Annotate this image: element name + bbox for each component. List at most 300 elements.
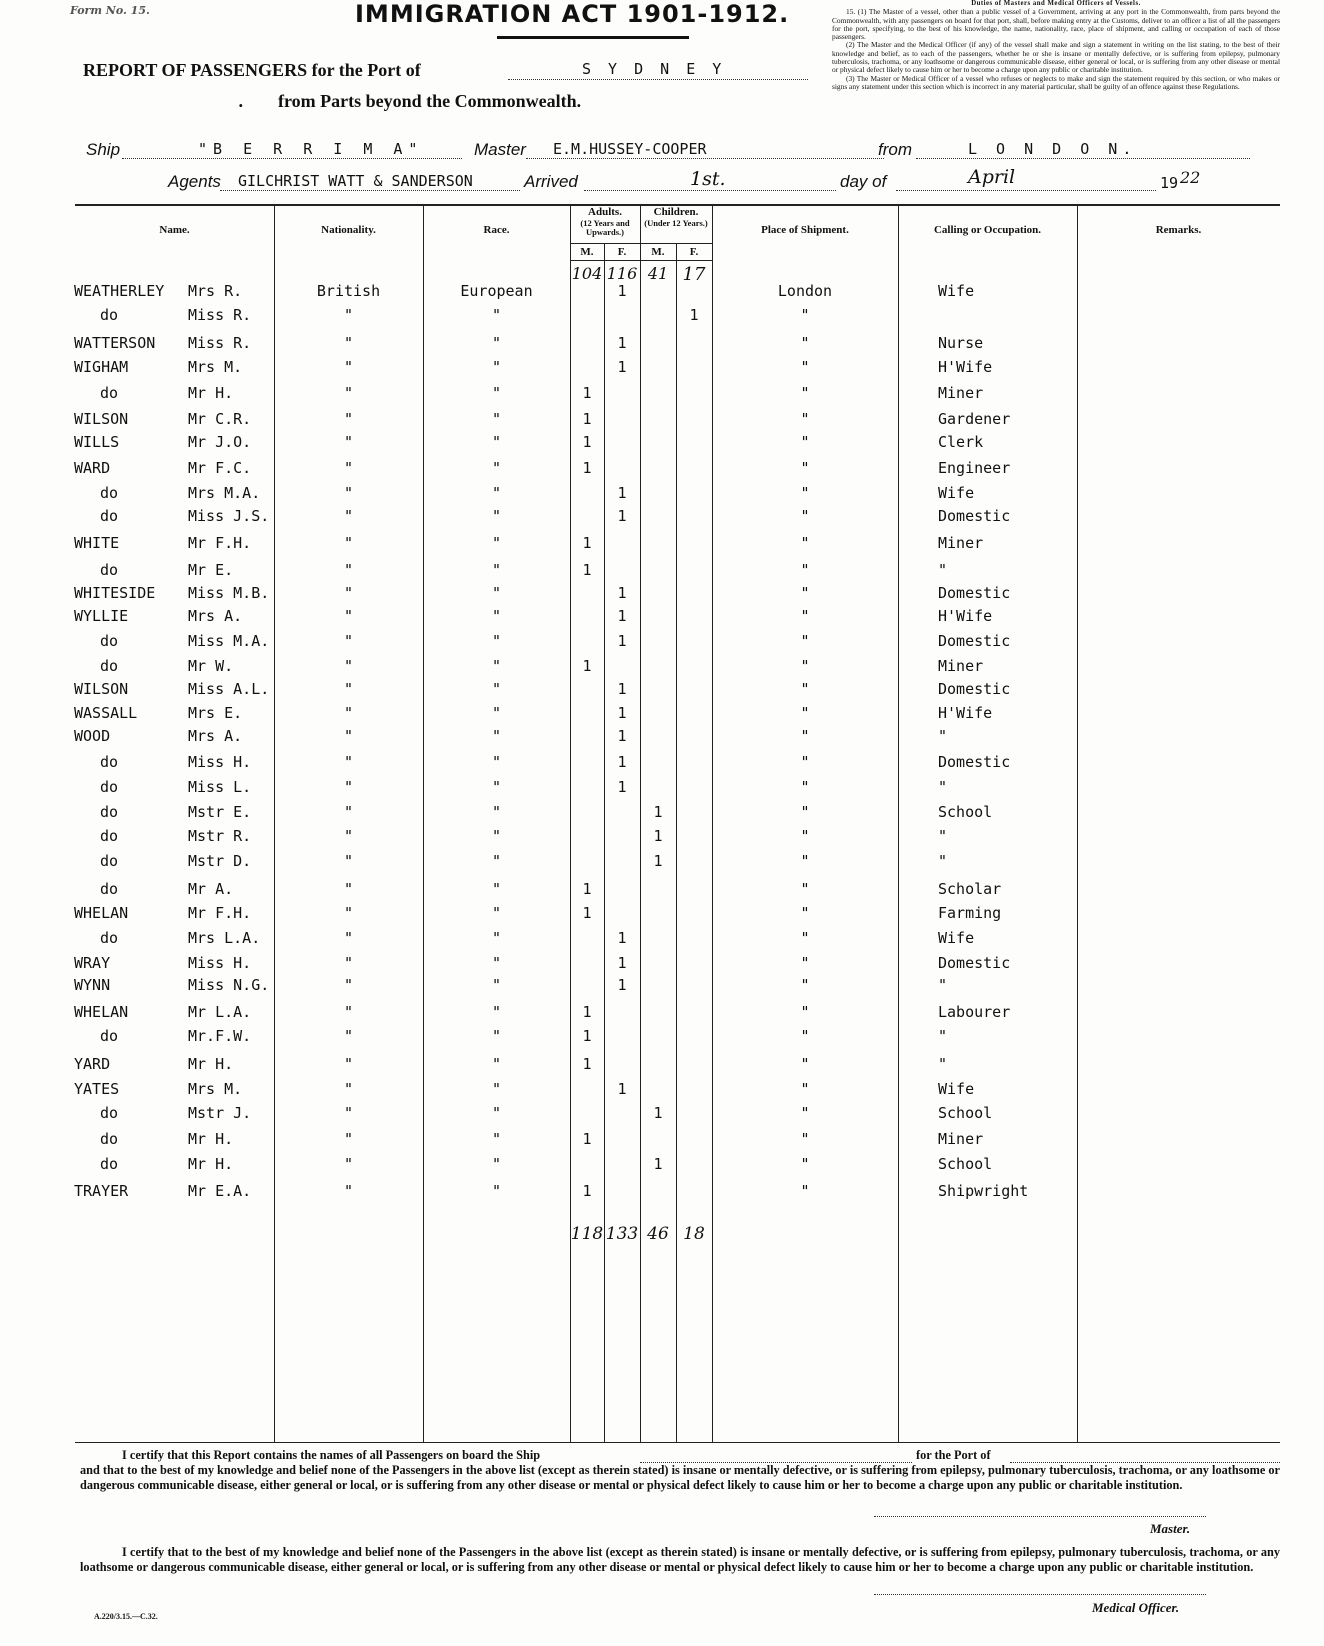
passenger-given-name: Mr H. [188, 1155, 234, 1173]
passenger-given-name: Miss M.B. [188, 584, 270, 602]
printer-code: A.220/3.15.—C.32. [94, 1612, 158, 1621]
passenger-nationality: " [343, 778, 354, 796]
passenger-place-of-shipment: " [800, 827, 810, 845]
passenger-place-of-shipment: " [800, 1130, 810, 1148]
total-child-f: 18 [683, 1224, 705, 1244]
passenger-given-name: Mrs E. [188, 704, 243, 722]
col-header-name: Name. [159, 224, 190, 236]
passenger-place-of-shipment: " [800, 1055, 810, 1073]
passenger-nationality: " [343, 632, 354, 650]
passenger-place-of-shipment: " [800, 904, 810, 922]
passenger-occupation: Gardener [938, 410, 1011, 428]
passenger-place-of-shipment: " [800, 753, 810, 771]
passenger-adult-female: 1 [617, 358, 627, 376]
passenger-adult-male: 1 [582, 904, 592, 922]
passenger-occupation: Domestic [938, 584, 1011, 602]
title-underline [497, 36, 689, 39]
passenger-adult-male: 1 [582, 880, 592, 898]
passenger-race: " [491, 306, 502, 324]
passenger-race: " [491, 727, 502, 745]
passenger-occupation: Shipwright [938, 1182, 1029, 1200]
passenger-occupation: Labourer [938, 1003, 1011, 1021]
passenger-given-name: Mrs A. [188, 727, 243, 745]
passenger-nationality: " [343, 1003, 354, 1021]
col-header-adults: Adults. [588, 206, 622, 218]
form-number: Form No. 15. [70, 4, 150, 17]
total-adult-f: 133 [605, 1224, 639, 1244]
port-value: S Y D N E Y [582, 60, 726, 78]
passenger-given-name: Mr E. [188, 561, 234, 579]
passenger-race: " [491, 904, 502, 922]
passenger-place-of-shipment: " [800, 1182, 810, 1200]
table-bottom-rule [75, 1442, 1280, 1443]
passenger-adult-female: 1 [617, 727, 627, 745]
passenger-given-name: Mrs M. [188, 358, 243, 376]
passenger-given-name: Mr H. [188, 384, 234, 402]
passenger-race: " [491, 657, 502, 675]
passenger-surname: do [100, 827, 119, 845]
passenger-occupation: Miner [938, 657, 984, 675]
passenger-surname: WRAY [74, 954, 111, 972]
passenger-place-of-shipment: " [800, 954, 810, 972]
passenger-surname: WHELAN [74, 904, 129, 922]
passenger-surname: YARD [74, 1055, 111, 1073]
passenger-given-name: Miss N.G. [188, 976, 270, 994]
passenger-place-of-shipment: London [777, 282, 833, 300]
passenger-occupation: " [938, 852, 948, 870]
master-field-line [526, 158, 884, 159]
passenger-child-female: 1 [689, 306, 699, 324]
passenger-nationality: " [343, 704, 354, 722]
col-header-adult-m: M. [580, 246, 594, 258]
passenger-surname: WILSON [74, 410, 129, 428]
passenger-given-name: Mstr R. [188, 827, 252, 845]
passenger-given-name: Miss J.S. [188, 507, 270, 525]
passenger-race: " [491, 507, 502, 525]
passenger-given-name: Miss R. [188, 306, 252, 324]
passenger-place-of-shipment: " [800, 507, 810, 525]
passenger-race: " [491, 484, 502, 502]
passenger-adult-female: 1 [617, 704, 627, 722]
col-header-child-m: M. [651, 246, 665, 258]
passenger-given-name: Mrs A. [188, 607, 243, 625]
passenger-surname: WHITE [74, 534, 120, 552]
year-prefix: 19 [1160, 174, 1179, 192]
passenger-nationality: " [343, 1080, 354, 1098]
passenger-nationality: " [343, 358, 354, 376]
passenger-occupation: Domestic [938, 507, 1011, 525]
passenger-surname: do [100, 852, 119, 870]
passenger-race: " [491, 680, 502, 698]
passenger-surname: WYNN [74, 976, 111, 994]
master-signature-line [874, 1516, 1206, 1517]
passenger-nationality: " [343, 680, 354, 698]
passenger-surname: do [100, 507, 119, 525]
total-adult-m: 118 [570, 1224, 604, 1244]
passenger-nationality: " [343, 459, 354, 477]
passenger-race: " [491, 384, 502, 402]
passenger-race: " [491, 704, 502, 722]
passenger-given-name: Miss H. [188, 753, 252, 771]
passenger-surname: do [100, 753, 119, 771]
passenger-adult-male: 1 [582, 561, 592, 579]
passenger-occupation: Domestic [938, 632, 1011, 650]
passenger-given-name: Mstr E. [188, 803, 252, 821]
passenger-surname: WHITESIDE [74, 584, 156, 602]
passenger-given-name: Mrs M. [188, 1080, 243, 1098]
passenger-surname: do [100, 561, 119, 579]
passenger-surname: WILLS [74, 433, 120, 451]
duties-paragraph-2: (2) The Master and the Medical Officer (if any) of the vessel shall make and sign a statement in writing on the list stating, to the best of their knowledge and belief, as to each of the passengers, whether he or she is insane or mentally defective, or is suffering from epilepsy, pulmonary tuberculosis, trachoma, or any loathsome or dangerous communicable disease, either general or local, or is suffering from any other disease or mental or physical defect likely to cause him or her to become a charge upon any public or charitable institution. [832, 40, 1280, 75]
passenger-nationality: " [343, 484, 354, 502]
passenger-race: " [491, 1130, 502, 1148]
from-port: L O N D O N. [968, 140, 1137, 158]
passenger-place-of-shipment: " [800, 976, 810, 994]
passenger-nationality: " [343, 1182, 354, 1200]
passenger-surname: WILSON [74, 680, 129, 698]
passenger-race: " [491, 334, 502, 352]
passenger-surname: WASSALL [74, 704, 138, 722]
passenger-adult-female: 1 [617, 607, 627, 625]
passenger-surname: WHELAN [74, 1003, 129, 1021]
passenger-nationality: " [343, 852, 354, 870]
passenger-occupation: Miner [938, 1130, 984, 1148]
passenger-place-of-shipment: " [800, 607, 810, 625]
passenger-place-of-shipment: " [800, 1080, 810, 1098]
col-divider-adults [640, 204, 641, 1442]
passenger-adult-male: 1 [582, 1182, 592, 1200]
passenger-place-of-shipment: " [800, 306, 810, 324]
passenger-surname: do [100, 632, 119, 650]
passenger-nationality: " [343, 1027, 354, 1045]
passenger-surname: do [100, 1130, 119, 1148]
passenger-adult-male: 1 [582, 1003, 592, 1021]
passenger-adult-female: 1 [617, 484, 627, 502]
passenger-occupation: Wife [938, 484, 975, 502]
col-header-remarks: Remarks. [1155, 224, 1202, 236]
total-child-m: 46 [647, 1224, 669, 1244]
passenger-adult-female: 1 [617, 753, 627, 771]
passenger-occupation: Engineer [938, 459, 1011, 477]
col-header-calling: Calling or Occupation. [933, 224, 1042, 236]
passenger-occupation: Domestic [938, 954, 1011, 972]
passenger-occupation: Nurse [938, 334, 984, 352]
passenger-given-name: Mrs M.A. [188, 484, 261, 502]
passenger-nationality: " [343, 657, 354, 675]
passenger-occupation: " [938, 727, 948, 745]
passenger-child-male: 1 [653, 1104, 663, 1122]
passenger-adult-female: 1 [617, 334, 627, 352]
report-heading: REPORT OF PASSENGERS for the Port of [83, 60, 421, 80]
passenger-occupation: " [938, 976, 948, 994]
passenger-place-of-shipment: " [800, 1027, 810, 1045]
ship-label: Ship [86, 140, 121, 159]
passenger-nationality: British [316, 282, 381, 300]
col-header-race: Race. [483, 224, 510, 236]
passenger-given-name: Mr H. [188, 1055, 234, 1073]
passenger-adult-female: 1 [617, 1080, 627, 1098]
passenger-race: " [491, 534, 502, 552]
master-cert-intro: I certify that this Report contains the names of all Passengers on board the Ship [122, 1448, 541, 1462]
passenger-place-of-shipment: " [800, 561, 810, 579]
passenger-adult-female: 1 [617, 584, 627, 602]
passenger-nationality: " [343, 1055, 354, 1073]
passenger-place-of-shipment: " [800, 410, 810, 428]
passenger-place-of-shipment: " [800, 778, 810, 796]
col-divider-calling [1077, 204, 1078, 1442]
passenger-given-name: Mstr J. [188, 1104, 252, 1122]
passenger-surname: do [100, 306, 119, 324]
passenger-race: " [491, 1080, 502, 1098]
passenger-nationality: " [343, 306, 354, 324]
passenger-place-of-shipment: " [800, 384, 810, 402]
passenger-adult-female: 1 [617, 507, 627, 525]
passenger-occupation: Farming [938, 904, 1002, 922]
passenger-race: " [491, 1104, 502, 1122]
col-header-place: Place of Shipment. [761, 224, 849, 236]
passenger-surname: do [100, 803, 119, 821]
port-field-line [508, 79, 808, 80]
passenger-nationality: " [343, 607, 354, 625]
ship-field-line [122, 158, 462, 159]
passenger-place-of-shipment: " [800, 584, 810, 602]
from-field-line [916, 158, 1250, 159]
passenger-adult-male: 1 [582, 657, 592, 675]
passenger-nationality: " [343, 976, 354, 994]
passenger-given-name: Mr A. [188, 880, 234, 898]
col-divider-child-mf [676, 244, 677, 1442]
passenger-place-of-shipment: " [800, 534, 810, 552]
passenger-surname: WEATHERLEY [74, 282, 165, 300]
passenger-nationality: " [343, 929, 354, 947]
col-divider-adult-mf [604, 244, 605, 1442]
passenger-place-of-shipment: " [800, 1003, 810, 1021]
passenger-nationality: " [343, 410, 354, 428]
passenger-nationality: " [343, 384, 354, 402]
passenger-occupation: H'Wife [938, 358, 993, 376]
passenger-given-name: Mr C.R. [188, 410, 252, 428]
passenger-place-of-shipment: " [800, 852, 810, 870]
passenger-occupation: School [938, 803, 993, 821]
passenger-place-of-shipment: " [800, 880, 810, 898]
passenger-adult-female: 1 [617, 954, 627, 972]
passenger-nationality: " [343, 507, 354, 525]
passenger-child-male: 1 [653, 827, 663, 845]
carried-forward-child-f: 17 [682, 264, 706, 285]
passenger-adult-male: 1 [582, 1055, 592, 1073]
agents-name: GILCHRIST WATT & SANDERSON [238, 172, 473, 190]
master-name: E.M.HUSSEY-COOPER [553, 140, 707, 158]
passenger-surname: do [100, 384, 119, 402]
passenger-adult-male: 1 [582, 459, 592, 477]
medical-certificate: I certify that to the best of my knowledge and belief none of the Passengers in the above list (except as therein stated) is insane or mentally defective, or is suffering from epilepsy, pulmonary tuberculosis, trachoma, or any loathsome or dangerous communicable disease, either general or local, or is suffering from any other disease or mental or physical defect likely to cause him or her to become a charge upon any public or charitable institution. [80, 1545, 1280, 1574]
passenger-race: " [491, 1155, 502, 1173]
passenger-adult-male: 1 [582, 410, 592, 428]
passenger-race: " [491, 976, 502, 994]
passenger-occupation: Miner [938, 384, 984, 402]
passenger-child-male: 1 [653, 1155, 663, 1173]
passenger-surname: do [100, 1104, 119, 1122]
passenger-place-of-shipment: " [800, 657, 810, 675]
passenger-nationality: " [343, 904, 354, 922]
passenger-surname: WOOD [74, 727, 111, 745]
passenger-place-of-shipment: " [800, 803, 810, 821]
passenger-nationality: " [343, 727, 354, 745]
passenger-occupation: School [938, 1104, 993, 1122]
passenger-adult-female: 1 [617, 929, 627, 947]
passenger-race: European [460, 282, 533, 300]
passenger-race: " [491, 778, 502, 796]
passenger-place-of-shipment: " [800, 433, 810, 451]
passenger-race: " [491, 803, 502, 821]
passenger-place-of-shipment: " [800, 929, 810, 947]
duties-heading: Duties of Masters and Medical Officers of Vessels. [971, 0, 1141, 7]
medical-signature-line [874, 1594, 1206, 1595]
passenger-nationality: " [343, 1104, 354, 1122]
master-label: Master [474, 140, 526, 159]
passenger-adult-female: 1 [617, 778, 627, 796]
passenger-place-of-shipment: " [800, 704, 810, 722]
passenger-occupation: " [938, 778, 948, 796]
passenger-adult-female: 1 [617, 282, 627, 300]
passenger-given-name: Miss L. [188, 778, 252, 796]
passenger-nationality: " [343, 433, 354, 451]
passenger-race: " [491, 584, 502, 602]
arrived-field-line [584, 190, 836, 191]
passenger-occupation: " [938, 827, 948, 845]
passenger-adult-female: 1 [617, 680, 627, 698]
passenger-surname: do [100, 484, 119, 502]
passenger-occupation: Clerk [938, 433, 984, 451]
mf-subheader-rule [570, 243, 712, 244]
passenger-nationality: " [343, 880, 354, 898]
passenger-surname: do [100, 929, 119, 947]
passenger-adult-male: 1 [582, 384, 592, 402]
passenger-race: " [491, 1182, 502, 1200]
passenger-child-male: 1 [653, 803, 663, 821]
cert-port-label: for the Port of [916, 1448, 991, 1462]
passenger-race: " [491, 632, 502, 650]
bullet-dot: . [238, 92, 244, 111]
carried-forward-adult-m: 104 [571, 264, 603, 283]
passenger-nationality: " [343, 1155, 354, 1173]
passenger-place-of-shipment: " [800, 334, 810, 352]
passenger-place-of-shipment: " [800, 459, 810, 477]
carried-forward-adult-f: 116 [606, 264, 638, 283]
passenger-adult-female: 1 [617, 976, 627, 994]
passenger-given-name: Mr L.A. [188, 1003, 252, 1021]
passenger-given-name: Mr F.C. [188, 459, 252, 477]
passenger-surname: TRAYER [74, 1182, 129, 1200]
col-divider-place [898, 204, 899, 1442]
passenger-surname: WARD [74, 459, 111, 477]
passenger-given-name: Mr F.H. [188, 904, 252, 922]
arrived-month: April [968, 166, 1016, 188]
passenger-occupation: Wife [938, 1080, 975, 1098]
arrived-day: 1st. [690, 168, 726, 190]
passenger-occupation: H'Wife [938, 607, 993, 625]
passenger-place-of-shipment: " [800, 632, 810, 650]
master-certificate: and that to the best of my knowledge and belief none of the Passengers in the above list (except as therein stated) is insane or mentally defective, or is suffering from epilepsy, pulmonary tuberculosis, trachoma, or any loathsome or dangerous communicable disease, either general or local, or is suffering from any other disease or mental or physical defect likely to cause him or her to become a charge upon any public or charitable institution. [80, 1463, 1280, 1492]
passenger-nationality: " [343, 954, 354, 972]
mf-subheader-bottom-rule [570, 260, 712, 261]
passenger-place-of-shipment: " [800, 358, 810, 376]
passenger-surname: do [100, 778, 119, 796]
passenger-given-name: Mr.F.W. [188, 1027, 252, 1045]
passenger-given-name: Mr E.A. [188, 1182, 252, 1200]
agents-field-line [220, 190, 520, 191]
passenger-occupation: Domestic [938, 680, 1011, 698]
passenger-nationality: " [343, 1130, 354, 1148]
from-label: from [878, 140, 912, 159]
passenger-given-name: Mrs L.A. [188, 929, 261, 947]
passenger-occupation: School [938, 1155, 993, 1173]
passenger-given-name: Mr F.H. [188, 534, 252, 552]
col-header-adult-f: F. [617, 246, 627, 258]
passenger-surname: do [100, 880, 119, 898]
col-header-children: Children. [653, 206, 699, 218]
passenger-race: " [491, 561, 502, 579]
passenger-given-name: Miss A.L. [188, 680, 270, 698]
passenger-race: " [491, 607, 502, 625]
passenger-race: " [491, 1003, 502, 1021]
passenger-adult-male: 1 [582, 433, 592, 451]
passenger-surname: do [100, 1155, 119, 1173]
passenger-given-name: Miss R. [188, 334, 252, 352]
passenger-surname: WATTERSON [74, 334, 156, 352]
passenger-race: " [491, 433, 502, 451]
passenger-adult-male: 1 [582, 534, 592, 552]
passenger-occupation: Scholar [938, 880, 1002, 898]
passenger-occupation: Wife [938, 282, 975, 300]
passenger-race: " [491, 929, 502, 947]
passenger-race: " [491, 753, 502, 771]
passenger-occupation: " [938, 1027, 948, 1045]
report-subheading: from Parts beyond the Commonwealth. [278, 91, 582, 111]
passenger-nationality: " [343, 584, 354, 602]
passenger-occupation: H'Wife [938, 704, 993, 722]
passenger-given-name: Mr H. [188, 1130, 234, 1148]
passenger-nationality: " [343, 803, 354, 821]
passenger-surname: do [100, 1027, 119, 1045]
passenger-nationality: " [343, 561, 354, 579]
passenger-occupation: Domestic [938, 753, 1011, 771]
passenger-place-of-shipment: " [800, 484, 810, 502]
passenger-race: " [491, 954, 502, 972]
carried-forward-child-m: 41 [647, 264, 669, 283]
passenger-occupation: Miner [938, 534, 984, 552]
col-header-child-f: F. [689, 246, 699, 258]
passenger-given-name: Miss M.A. [188, 632, 270, 650]
passenger-child-male: 1 [653, 852, 663, 870]
passenger-place-of-shipment: " [800, 727, 810, 745]
passenger-given-name: Mstr D. [188, 852, 252, 870]
col-header-adults-sub: (12 Years and Upwards.) [580, 218, 630, 237]
passenger-race: " [491, 459, 502, 477]
passenger-adult-male: 1 [582, 1130, 592, 1148]
passenger-adult-female: 1 [617, 632, 627, 650]
passenger-nationality: " [343, 753, 354, 771]
passenger-place-of-shipment: " [800, 1104, 810, 1122]
passenger-race: " [491, 852, 502, 870]
passenger-place-of-shipment: " [800, 680, 810, 698]
passenger-race: " [491, 827, 502, 845]
passenger-adult-male: 1 [582, 1027, 592, 1045]
col-header-nationality: Nationality. [321, 224, 376, 236]
passenger-surname: YATES [74, 1080, 120, 1098]
month-field-line [896, 190, 1156, 191]
passenger-race: " [491, 358, 502, 376]
